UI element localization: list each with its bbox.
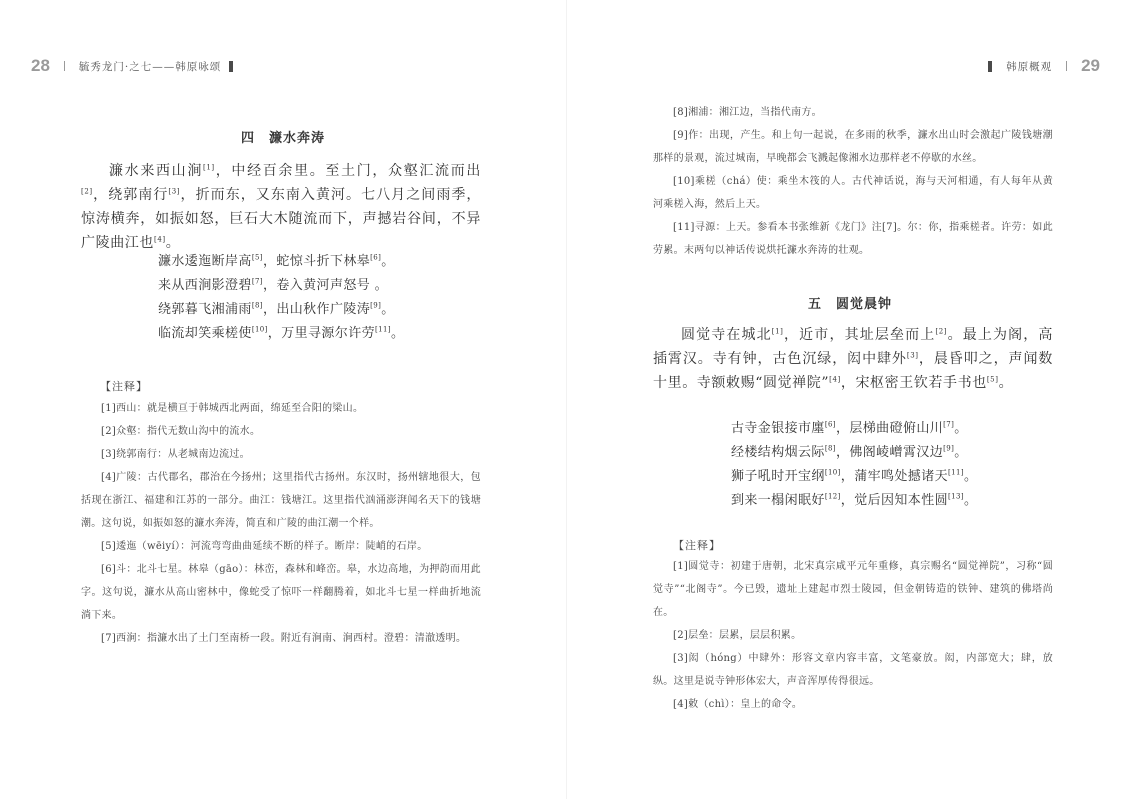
poem-line: 到来一榻闲眠好[12]，觉后因知本性圆[13]。 bbox=[731, 492, 978, 508]
prose-paragraph: 濂水来西山涧[1]，中经百余里。至土门，众壑汇流而出[2]，绕郭南行[3]，折而东，又东南入黄河。七八月之间雨季，惊涛横奔，如振如怒，巨石大木随流而下，声撼岩谷间，不异广陵曲江也[4]。 bbox=[81, 163, 482, 251]
poem-line: 绕郭暮飞湘浦雨[8]，出山秋作广陵涛[9]。 bbox=[158, 301, 395, 317]
poem bbox=[731, 417, 977, 513]
note-item: [10]乘槎（chá）使：乘坐木筏的人。古代神话说，海与天河相通，有人每年从黄河乘槎入海，然后上天。 bbox=[653, 176, 1053, 210]
notes-list bbox=[653, 555, 1053, 716]
right-page-header bbox=[988, 54, 1100, 78]
note-item: [4]广陵：古代郡名，郡治在今扬州；这里指代古扬州。东汉时，扬州辖地很大，包括现在浙江、福建和江苏的一部分。曲江：钱塘江。这里指代汹涌澎湃闻名天下的钱塘潮。这句说，如振如怒的濂水奔涛，简直和广陵的曲江潮一个样。 bbox=[81, 472, 481, 529]
header-bar-mark bbox=[229, 61, 233, 72]
section-prose bbox=[653, 323, 1053, 395]
left-page bbox=[0, 0, 566, 799]
poem-line: 经楼结构烟云际[8]，佛阁崚嶒霄汉边[9]。 bbox=[731, 444, 968, 460]
right-page bbox=[567, 0, 1133, 799]
poem-line: 古寺金银接市廛[6]，层梯曲磴俯山川[7]。 bbox=[731, 420, 968, 436]
note-item: [3]绕郭南行：从老城南边流过。 bbox=[101, 449, 250, 460]
page-number: 28 bbox=[31, 56, 50, 75]
note-item: [6]斗：北斗七星。林皋（gāo）：林峦，森林和峰峦。皋，水边高地，为押韵而用此字。这句说，濂水从高山密林中，像蛇受了惊吓一样翻腾着，如北斗七星一样曲折地流淌下来。 bbox=[81, 564, 481, 621]
notes-list bbox=[81, 397, 481, 650]
poem-line: 狮子吼时开宝纲[10]，蒲牢鸣处撼诸天[11]。 bbox=[731, 468, 978, 484]
page-number: 29 bbox=[1081, 56, 1100, 75]
section-title: 五 圆觉晨钟 bbox=[807, 297, 892, 312]
note-item: [11]寻源：上天。参看本书张维新《龙门》注[7]。尔：你，指乘槎者。许劳：如此劳累。末两句以神话传说烘托濂水奔涛的壮观。 bbox=[653, 222, 1053, 256]
poem-line: 临流却笑乘槎使[10]，万里寻源尔许劳[11]。 bbox=[158, 325, 405, 341]
note-item: [2]层垒：层累，层层积累。 bbox=[673, 630, 802, 641]
left-page-header bbox=[31, 54, 233, 78]
running-title: 韩原概观 bbox=[1006, 60, 1053, 73]
note-item: [9]作：出现，产生。和上句一起说，在多雨的秋季，濂水出山时会激起广陵钱塘潮那样的景观，流过城南，早晚都会飞溅起像湘水边那样老不停歇的水丝。 bbox=[653, 130, 1053, 164]
header-divider bbox=[1066, 61, 1067, 71]
prose-paragraph: 圆觉寺在城北[1]，近市，其址层垒而上[2]。最上为阁，高插霄汉。寺有钟，古色沉绿，闳中肆外[3]，晨昏叩之，声闻数十里。寺额敕赐“圆觉禅院”[4]，宋枢密王钦若手书也[5]。 bbox=[653, 327, 1053, 391]
notes-header: 【注释】 bbox=[100, 380, 148, 393]
poem bbox=[158, 250, 404, 346]
notes-header: 【注释】 bbox=[673, 539, 721, 552]
note-item: [2]众壑：指代无数山沟中的流水。 bbox=[101, 426, 261, 437]
header-divider bbox=[64, 61, 65, 71]
running-title: 毓秀龙门·之七——韩原咏颂 bbox=[78, 60, 222, 73]
poem-line: 来从西涧影澄碧[7]，卷入黄河声怒号 。 bbox=[158, 277, 389, 293]
poem-line: 濂水逶迤断岸高[5]，蛇惊斗折下林皋[6]。 bbox=[158, 253, 395, 269]
section-prose bbox=[81, 159, 481, 255]
note-item: [8]湘浦：湘江边，当指代南方。 bbox=[673, 107, 822, 118]
header-bar-mark bbox=[988, 61, 992, 72]
note-item: [5]逶迤（wēiyí）：河流弯弯曲曲延续不断的样子。断岸：陡峭的石岸。 bbox=[101, 541, 428, 552]
note-item: [4]敕（chì）：皇上的命令。 bbox=[673, 699, 803, 710]
note-item: [7]西涧：指濂水出了土门至南桥一段。附近有涧南、涧西村。澄碧：清澈透明。 bbox=[101, 633, 467, 644]
note-item: [3]闳（hóng）中肆外：形容文章内容丰富，文笔豪放。闳，内部宽大；肆，放纵。这里是说寺钟形体宏大，声音浑厚传得很远。 bbox=[653, 653, 1053, 687]
note-item: [1]西山：就是横亘于韩城西北两面，绵延至合阳的梁山。 bbox=[101, 403, 364, 414]
section-title: 四 濂水奔涛 bbox=[240, 131, 325, 146]
note-item: [1]圆觉寺：初建于唐朝，北宋真宗咸平元年重修，真宗赐名“圆觉禅院”，习称“圆觉寺”“北阁寺”。今已毁，遗址上建起市烈士陵园，但金朝铸造的铁钟、建筑的佛塔尚在。 bbox=[653, 561, 1053, 618]
notes-continued bbox=[653, 101, 1053, 262]
